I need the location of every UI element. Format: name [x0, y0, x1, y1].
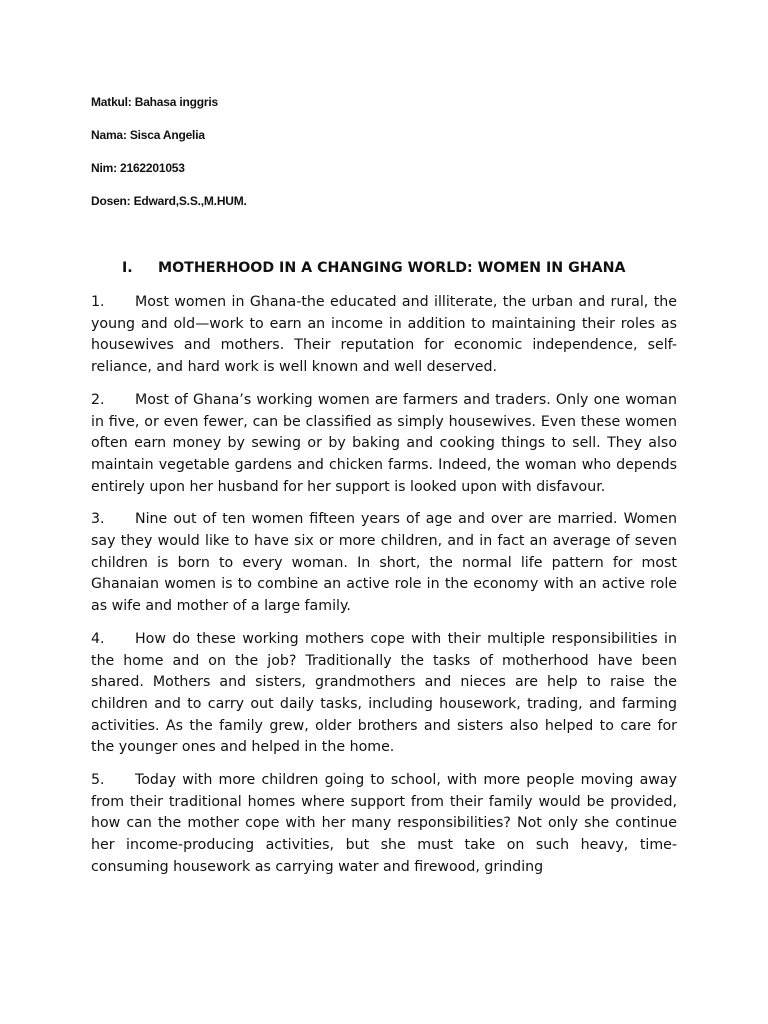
paragraph-text: How do these working mothers cope with their multiple responsibilities in the home and on the job? Traditionally the tasks of motherhood have been shared. Mothers and sisters, grandmothers and nieces are help to raise the children and to carry out daily tasks, including housework, trading, and farming activities. As the family grew, older brothers and sisters also helped to care for the younger ones and helped in the home. [91, 630, 677, 756]
paragraph-number: 1. [91, 294, 105, 310]
paragraph-3 [91, 509, 677, 618]
student-info-block [91, 94, 247, 226]
section-heading [122, 258, 625, 278]
paragraph-2 [91, 390, 677, 499]
section-title: MOTHERHOOD IN A CHANGING WORLD: WOMEN IN GHANA [158, 260, 626, 276]
document-body [91, 292, 677, 890]
paragraph-5 [91, 770, 677, 879]
paragraph-text: Most women in Ghana-the educated and illiterate, the urban and rural, the young and old—work to earn an income in addition to maintaining their roles as housewives and mothers. Their reputation for economic independence, self-reliance, and hard work is well known and well deserved. [91, 294, 677, 376]
paragraph-number: 3. [91, 511, 105, 528]
paragraph-4 [91, 629, 677, 759]
paragraph-text: Nine out of ten women fifteen years of age and over are married. Women say they would like to have six or more children, and in fact an average of seven children is born to every woman. In short, the normal life pattern for most Ghanaian women is to combine an active role in the economy with an active role as wife and mother of a large family. [91, 511, 677, 615]
paragraph-number: 2. [91, 391, 105, 408]
paragraph-number: 4. [91, 630, 105, 647]
paragraph-text: Today with more children going to school, with more people moving away from their traditional homes where support from their family would be provided, how can the mother cope with her many responsibilities? Not only she continue her income-producing activities, but she must take on such heavy, time-consuming housework as carrying water and firewood, grinding [91, 772, 677, 875]
paragraph-1 [91, 292, 677, 379]
paragraph-number: 5. [91, 772, 105, 789]
student-name: Nama: Sisca Angelia [91, 128, 205, 142]
section-number: I. [122, 260, 133, 276]
paragraph-text: Most of Ghana’s working women are farmers and traders. Only one woman in five, or even fewer, can be classified as simply housewives. Even these women often earn money by sewing or by baking and cooking things to sell. They also maintain vegetable gardens and chicken farms. Indeed, the woman who depends entirely upon her husband for her support is looked upon with disfavour. [91, 391, 677, 495]
student-id: Nim: 2162201053 [91, 161, 185, 175]
lecturer-name: Dosen: Edward,S.S.,M.HUM. [91, 194, 247, 208]
course-label: Matkul: Bahasa inggris [91, 95, 218, 109]
